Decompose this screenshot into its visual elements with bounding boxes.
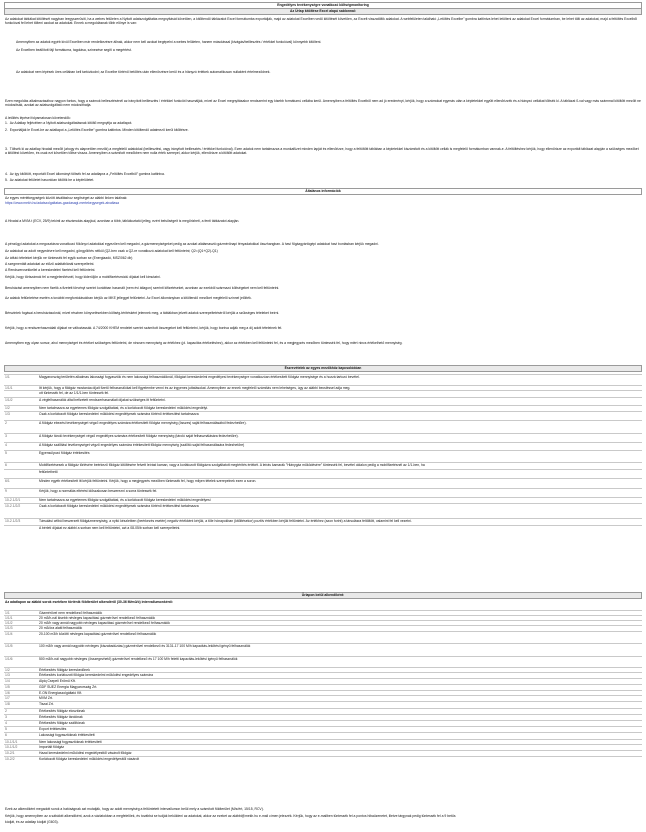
row-text: Lakossági fogyasztóknak értékesített — [39, 733, 95, 737]
section-subtitle: Az Űrlap kitöltése Excel alapú sablonnal: — [4, 8, 642, 15]
row-text: Importált földgáz — [39, 745, 65, 749]
info-line: A Hivatal a MVM-t (ECV, 25/9) tekinti az elszámolás alapjául, azonban a több, táblákoztatói jelleg, ezért belsőségeit is megőrizheti, a fenti táblázatot alapján. — [5, 219, 240, 223]
row-code: 1/6 — [5, 691, 10, 695]
info-line: Az adatokat az adott negyedévre kell megadni, göngyölítés nélkül (Q2-ben csak a Q2-re vonatkozó adatokat kell feltüntetni; Q2=(Q1+Q2)-Q1) — [5, 249, 218, 253]
row-code: 10-2/1 — [5, 751, 15, 755]
row-code: 5 — [5, 451, 7, 455]
row-code: 1/8 — [5, 702, 10, 706]
row-text: Egyensúlyozó földgáz értékesítés — [39, 451, 90, 455]
row-code: 4 — [5, 721, 7, 725]
remark-row — [4, 488, 642, 493]
bullet-item: Amennyiben az adatok egyéb kívül Excelben már rendelkezésre állnak, akkor nem kell azokat begépelni a webes felületen, hanem másolással (kivágás/beillesztés / értékkel funkcióval) könnyebb kitölteni. — [16, 40, 322, 44]
row-code: 6 — [5, 733, 7, 737]
row-text: Magyarország területén alkalmas lakossági fogyasztók és nem lakossági felhasználóknál, földgázt kereskedelmi engedélyesi tevékenységre vonatkozóan értékesített földgáz mennyisége és a hozzá tartozó bevétel. — [39, 375, 360, 379]
section-title: Űrlapon belül alkendiként: — [4, 592, 642, 599]
row-text: Mobilfizetésesek a földgáz törlésére beérkező földgáz kitöltésére felvett leírást kaman, vagy a korlátozott földgázra szolgáltatott megtérítés értékét. A leírás kamarák "Hiánygáz működésére" tüntessék fel, bevétel oldalon pedig a mobilfizetésnél az 1/1-ben, ha — [39, 463, 425, 467]
step-item: 5. Az adatokat felületet hasonlóan kitöltik be a képfelületet. — [5, 178, 95, 182]
row-text: 20 m3/óra alatti felhasználók — [39, 626, 83, 630]
subcategory-row — [4, 756, 642, 761]
row-text: Értékesítés korlátozott földgáz kereskedelmi működési engedélyes számára — [39, 673, 154, 677]
remark-row — [4, 497, 642, 502]
subcategory-row — [4, 744, 642, 749]
section-title: Észrevételek az egyes mezőkhöz kapcsolódóan — [4, 365, 642, 372]
remark-row — [4, 374, 642, 379]
row-code: 1/3 — [5, 673, 10, 677]
paragraph: Ezen megoldás alkalmazásához nagyon fontos, hogy a számok bellesztésénél az irányított beillesztés / értékkel funkciót használják, mivel az Excel megnyitásakor rendszerint egy kisebb formátumú cellába kerül. Amennyiben a feltöltés Excelből nem ad jó eredményt, kérjük, hogy a számokat egymás után a képletekkel együtt ellenőrizzék és a hiányzó cellákat töltsék ki. A táblázat 0-val vagy más számmal kitöltött mezőit ne módosítsák, azokat az adatszolgáltató nem módosíthatja. — [5, 99, 641, 107]
subcategory-row — [4, 631, 642, 636]
step-item: 1. Az Adatlap fejlécében a Nyitott adatszolgáltatásnak kitöltő megnyitja az adatlapot. — [5, 121, 133, 125]
info-line: A Rendszercsekkellel a kereskedelmi fizetést kell feltüntetni. — [5, 268, 96, 272]
remark-row — [4, 420, 642, 425]
info-line: Bérszintek fogásai a beruházásoknál, mivel részben könyvelésekben költség-térítésként jelennek meg, a táblákban jelzett adatok szerepeltetéséről kérjük a szükséges tételeket beírni. — [5, 311, 280, 315]
remark-row — [4, 390, 642, 395]
row-text: Korlátozott földgáz kereskedelmi működési engedélyesttől vásárolt — [39, 757, 140, 761]
subcategory-row — [4, 656, 642, 661]
row-code: 2 — [5, 421, 7, 425]
footer-note: kódját, és az adatlap kódját (G603). — [5, 820, 59, 824]
remark-row — [4, 469, 642, 474]
remark-row — [4, 450, 642, 455]
subcategory-row — [4, 732, 642, 737]
row-code: 1/4 — [5, 679, 10, 683]
row-text: Kérjük, hogy a normálás eltérést időszakosan beszerezni a sorra tüntessék fel. — [39, 489, 158, 493]
row-code: 1/1/5 — [5, 644, 13, 648]
remark-row — [4, 518, 642, 523]
row-text: Csak a korlátozott földgáz kereskedelmi működési engedélyesek számára történő értékesítést tartalmazza — [39, 412, 199, 416]
row-code: 10-1/1/1 — [5, 740, 18, 744]
footer-note: Kérjük, hogy amennyiben az a sábálott alkendiként, azok a vázlatokban a megfelelőek, és továbbá se tudják beküldeni az adatokat, akkor az ezeket az alábbi@mekh.hu e-mail címen jelezzék. Kérjük, hogy az e-mailben tüntessék fel a pontos hibaüzenetet, illetve tárgynak pedig tüntessék fel a 9 betűs — [5, 814, 456, 818]
subcategory-row — [4, 695, 642, 700]
row-text: A földgáz ebezési tevékenységet végző engedélyes számára értékesített földgáz mennyiség (összes) saját felhasználásából fedezhetőre). — [39, 421, 247, 425]
row-text: Tiszai Zrt. — [39, 702, 54, 706]
row-code: 1/1/3 — [5, 626, 13, 630]
row-code: 3 — [5, 434, 7, 438]
row-text: 100 m3/h vagy annál nagyobb névleges (kiszabadúzásu) gázmérővel rendelkező és 3131-17 100 M/h kapacitás-lekötési igényű felhasználók — [39, 644, 251, 648]
bullet-item: Az adatokat nem lépések üres cellában kell tartózkodni; az Excelbe történő betöltés után ellenőrzésre kerül és a hiányzó értékek automatikusan nullaként értelmeződnek. — [16, 70, 271, 74]
step-item: 4. Az így kitöltött, exportált Excel állományt töltsék fel az adatlapra a „Feltöltés Excelből” gombra kattintva. — [5, 172, 165, 176]
row-text: Értékesítés földgáz kereskedőnek — [39, 668, 90, 672]
row-code: 5 — [5, 727, 7, 731]
remark-row — [4, 411, 642, 416]
row-text: Itt kérjük, hogy a földgáz mostanáa díjait fizető felhasználókat kell figyelembe venni és az ingyenes juttatásokat. Amennyiben az ennek megfelelő számítás nem lehetséges, úgy az alábbi becsléssel adja meg. — [39, 386, 351, 390]
subcategory-row — [4, 726, 642, 731]
row-code — [4, 470, 39, 474]
info-line: Kérjük, hogy a rendszerhasználati díjakat ne változtassák. A 74/2000 KHEM rendelet szerint számított összegeket kell feltüntetni, kérjük, hogy bontva adják meg a díj adott tételeinek fel. — [5, 326, 283, 330]
intro-paragraph: Az adatokat táblákat kitöltését nagyban leegyszerűsíti, ha a webes felületen a Nyitott adatszolgáltatás megnyitását követően, a kitöltendő táblázatot Excel formátumba exportálják, majd az adatokat Excelben vedő kitöltését követően, az Excelt visszatöltik adatokat. A webfelületen található „Letöltés Excelbe” gombra kattintva lehet letölteni az adatokat Excel formátumban, be lehet tölti az adatokat, majd a feltöltés Excelből funkcióval fel lehet tölteni azokat az adatokat. Ennek a megoldásnak több előnye is van: — [5, 17, 637, 25]
row-code — [4, 391, 39, 395]
info-line: Az átfutó tételeket kérjük ne tüntessék fel egyik sorban se (Energiaadó, MSZ/062 db) — [5, 256, 133, 260]
row-text: Hazai kereskedelmi működési engedélyesttől vásárolt földgáz — [39, 751, 132, 755]
row-text: Értékesítés földgáz szállítónak — [39, 721, 85, 725]
row-code: 1/1 — [5, 611, 10, 615]
row-text: 20 m3/h-nál kisebb névleges kapacitású gázmérővel rendelkező felhasználók — [39, 616, 156, 620]
info-line: A szegmentált adatokat az előző adattáblánál szerepeltetni. — [5, 262, 95, 266]
footer-note: Ezek az alkendiként megadott sorok a hatóságnak azt mutatják, hogy az adott mennyiség a feltüntetett intervallumon belül mely a számított földterület (M/s/ért, 15/15, RCV). — [5, 807, 264, 811]
row-text: Gázmérővel nem rendelkező felhasználók — [39, 611, 103, 615]
row-code: 1/1/2 — [5, 398, 13, 402]
paragraph: 3. Töltsék ki az adatlap hivatali mezőit (ahogy és alapvetően mezők) a megfelelő adatokkal (beillesztési, vagy irányított beillesztés / értékkel funkcióval). Ezen adatok nem tartalmazza a munkafüzet minden lapját és ellenőrizze, hogy a feltöltött táblában a képletekkel kiszámított és a kitöltött cellák is megfelelő formátumban vannak-e. A feltöltéshez kérjük, hogy ellenőrizze az exportált táblázat alapján a szükséges mezőket a kitöltést követően, és csak ezt követően töltse vissza. Amennyiben a számított mezőkben nem nulla érték szerepel, akkor kérjük, ellenőrizze a kitöltött adatokat. — [5, 147, 639, 155]
subcategory-row — [4, 684, 642, 689]
step-item: 2. Exportálják le Excel-be az adatlapot a „Letöltés Excelbe” gombra kattintva. Minden kitöltendő adatmező kerül kitöltésre. — [5, 128, 189, 132]
row-text: A bérleti díjakat ez alábbi a sorban nem kell feltüntetni, azt a 08-05/b sorban kell szerepeltetni. — [39, 526, 181, 530]
bullet-item: Az Excelben beállított fájl formátuma, tagolása, színezése segíti a megértést. — [16, 48, 132, 52]
row-code: 1/1/1 — [5, 616, 13, 620]
subcategory-row — [4, 625, 642, 630]
info-line: Az adatok feltüntetése esetén a további megfontolásokban kérjük az MKE jelleggel feltüntetni. Az Excel állományban a kitöltendő mezőket megfelelő színnel jelölték. — [5, 296, 252, 300]
subcategory-row — [4, 672, 642, 677]
subcategory-row — [4, 714, 642, 719]
subcategory-row — [4, 678, 642, 683]
row-text: Értékesítés földgáz elosztónak — [39, 709, 85, 713]
row-code: 4 — [5, 443, 7, 447]
remark-row — [4, 442, 642, 447]
remark-row — [4, 478, 642, 483]
steps-lead: A letöltés lépései folyamatosan követendők: — [5, 116, 71, 120]
row-text: Minden egyéb értékesített itt kérjük feltüntetni. Kérjük, hogy a megjegyzés mezőben tüntessék fel, hogy milyen tételek szerepelnek ezen a soron. — [39, 479, 257, 483]
remark-row — [4, 433, 642, 438]
conversion-link[interactable]: https://www.mekh.hu/adatszolgaltatas-gazdasagi-mertekegysegek-atvaltasa — [5, 201, 120, 205]
row-text: Értékesítés földgáz tárolónak — [39, 715, 83, 719]
row-text: A végfelhasználók által befizetett rendszerhasználati díjakat szükséges itt feltüntetni. — [39, 398, 166, 402]
row-text: Társulási célból beszerzett földgázmennyiség, a nyitó készletben (beérkezés esetén) negatív értékként kérjük, a tőle hónapokban (kitöltésekor) pozitív értékben kérjük feltüntetni. Az értékhez (azon forint) a társulásra feltöltött, valamint fel kell vezetni. — [39, 519, 412, 523]
row-code: 1/5 — [5, 685, 10, 689]
row-text: Nem tartalmazza az egyetemes földgáz szolgáltatást, és a korlátozott földgáz kereskedelmi működési engedélyt. — [39, 406, 209, 410]
row-code: 10-2/2 — [5, 757, 15, 761]
subcategory-row — [4, 701, 642, 706]
remark-row — [4, 525, 642, 530]
row-code: 2 — [5, 709, 7, 713]
row-text: Nem lakossági fogyasztóknak értékesített — [39, 740, 102, 744]
row-code: 1/1/4 — [5, 632, 13, 636]
row-code: 6/1 — [5, 479, 10, 483]
row-text: MVM Zrt. — [39, 696, 53, 700]
info-line: A pénzügyi adatokat a megosztásra vonatkozó főkönyvi adatokkal egyezően kell megadni, a gázmennyiségeket pedig az azokat alátámasztó gázmérőnapi tényadatokkal összhangban. A havi főgázgyártógépi adatokat havi bontásban kérjük megadni. — [5, 242, 379, 246]
row-code: 1/2 — [5, 668, 10, 672]
row-code: 1/2 — [5, 406, 10, 410]
row-text: A földgáz tároló tevékenységet végző engedélyes számára értékesített földgáz mennyiség (tároló saját felhasználására fedezhetőre). — [39, 434, 239, 438]
lead-text: Az adatlapon az alábbi sorok esetében történik földterület alkendéről (30-36 M/mű/ó) intervallumonkénti: — [5, 600, 173, 604]
row-text: 20 m3/h vagy annál nagyobb névleges kapacitású gázmérővel rendelkező felhasználók — [39, 621, 170, 625]
row-code: 1/7 — [5, 696, 10, 700]
remark-row — [4, 462, 642, 467]
row-code: 3 — [5, 715, 7, 719]
section-title: Engedélyes tevékenységre vonatkozó költségmonitoring — [4, 2, 642, 9]
row-code: 1/1 — [5, 375, 10, 379]
row-code — [4, 526, 39, 530]
row-code: 1/1/1 — [5, 386, 13, 390]
row-code: 9 — [5, 489, 7, 493]
subcategory-row — [4, 720, 642, 725]
section-title: Általános információk — [4, 188, 642, 195]
row-text: Nem tartalmazza az egyetemes földgáz szolgáltatást, és a korlátozott földgáz kereskedelmi működési engedélyesi — [39, 498, 211, 502]
row-text: Alpiq Csepeli Erőmű Kft. — [39, 679, 76, 683]
row-code: 10-1/1/2 — [5, 745, 18, 749]
remark-row — [4, 503, 642, 508]
row-text: Csak a korlátozott földgáz kereskedelmi működési engedélyesek számára történő értékesítést tartalmazza — [39, 504, 199, 508]
info-line: Az egyes mértékegységek között átváltáshoz segítséget az alábbi linken találnak: — [5, 196, 128, 200]
subcategory-row — [4, 643, 642, 648]
row-code: 10-2.1/2/3 — [5, 519, 21, 523]
row-text: GDF SUEZ Energia Magyarország Zrt. — [39, 685, 98, 689]
remark-row — [4, 397, 642, 402]
info-line: Amennyiben egy olyan sorsor, ahol mennyiséget és értéket szükséges feltüntetni, de nincsen mennyiség az értékhez (pl. kapacitás értékeléshez), akkor az értékben kell feltüntetni fel, és a megjegyzés mezőben tüntessék fel, hogy miért nincs értékelhető mennyiség. — [5, 341, 403, 345]
row-text: 20-100 m3/h közötti névleges kapacitású gázmérővel rendelkező felhasználók — [39, 632, 157, 636]
row-text: Export értékesítés — [39, 727, 67, 731]
row-code: 10-2.1/2/1 — [5, 498, 21, 502]
row-text: feltüntethető — [39, 470, 58, 474]
row-code: 1/3 — [5, 412, 10, 416]
info-line: Kérjük, hogy törtszámok fel a megjelenítésnél, hogy kiderüljön a mobilfizetésmódú díjakat kell kimutatni. — [5, 275, 161, 279]
row-code: 6 — [5, 463, 7, 467]
row-text: ott tüntessék fel, de az 1/1/1-ben tüntessék fel. — [39, 391, 110, 395]
row-code: 1/1/6 — [5, 657, 13, 661]
remark-row — [4, 405, 642, 410]
row-text: E.ON Energiaszolgáltató Kft. — [39, 691, 83, 695]
row-code: 1/1/2 — [5, 621, 13, 625]
row-text: A földgáz szállítási tevékenységet végző engedélyes számára értékesített földgáz mennyiség (szállító saját felhasználására fedezhetőre) — [39, 443, 245, 447]
row-code: 10-2.1/2/2 — [5, 504, 21, 508]
subcategory-row — [4, 708, 642, 713]
subcategory-row — [4, 750, 642, 755]
info-line: Beruházást amennyiben nem fizetik a fizetett törvényi szerint korábban használt (nem évi átlagon) szerinti kifizetéseket, azonban az ezekből származó költségeket nem kell feltüntetni. — [5, 286, 280, 290]
row-text: 500 m3/h-nál nagyobb névleges (összegezhető) gázmérővel rendelkező és 17 100 M/h feletti kapacitás-lekötési igényű felhasználók — [39, 657, 238, 661]
